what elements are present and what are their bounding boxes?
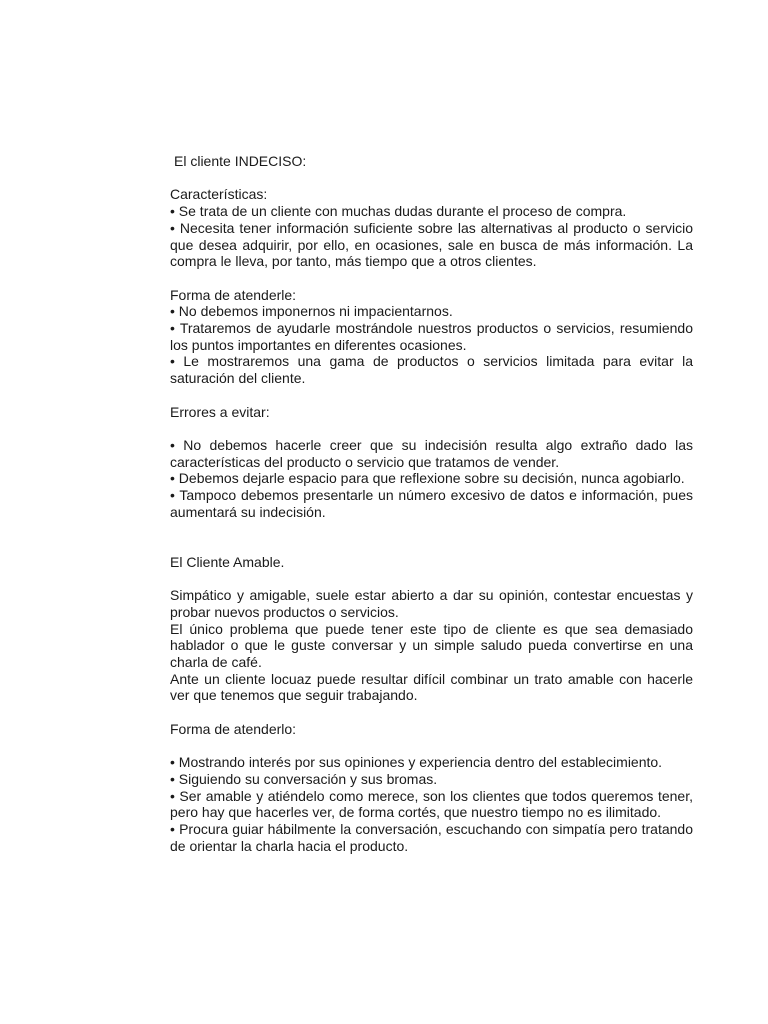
bullet-item: • Ser amable y atiéndelo como merece, son los clientes que todos queremos tener, pero hay que hacerles ver, de forma cortés, que nuestro tiempo no es ilimitado.: [170, 787, 693, 821]
bullet-item: • Mostrando interés por sus opiniones y experiencia dentro del establecimiento.: [170, 754, 663, 771]
spacer: [170, 571, 693, 588]
paragraph: Simpático y amigable, suele estar abierto a dar su opinión, contestar encuestas y probar nuevos productos o servicios.: [170, 587, 693, 620]
bullet-item: • Trataremos de ayudarle mostrándole nuestros productos o servicios, resumiendo los puntos importantes en diferentes ocasiones.: [170, 320, 693, 353]
bullet-item: • No debemos imponernos ni impacientarnos.: [170, 303, 453, 320]
bullet-item: • Tampoco debemos presentarle un número excesivo de datos e información, pues aumentará su indecisión.: [170, 487, 693, 520]
spacer: [170, 420, 693, 437]
section-title-amable: El Cliente Amable.: [170, 553, 285, 570]
bullet-item: • Se trata de un cliente con muchas dudas durante el proceso de compra.: [170, 203, 627, 220]
spacer: [170, 520, 693, 553]
spacer: [170, 170, 693, 187]
paragraph: El único problema que puede tener este tipo de cliente es que sea demasiado hablador o que le guste conversar y un simple saludo pueda convertirse en una charla de café.: [170, 620, 693, 670]
bullet-item: • No debemos hacerle creer que su indecisión resulta algo extraño dado las características del producto o servicio que tratamos de vender.: [170, 436, 693, 470]
bullet-item: • Siguiendo su conversación y sus bromas.: [170, 770, 438, 787]
spacer: [170, 738, 693, 755]
spacer: [170, 704, 693, 721]
section-title-indeciso: El cliente INDECISO:: [174, 153, 307, 169]
paragraph: Ante un cliente locuaz puede resultar difícil combinar un trato amable con hacerle ver que tenemos que seguir trabajando.: [170, 670, 693, 704]
heading-caracteristicas: Características:: [170, 186, 268, 203]
heading-errores-evitar: Errores a evitar:: [170, 403, 270, 420]
document-page: [170, 153, 693, 854]
spacer: [170, 270, 693, 287]
bullet-item: • Debemos dejarle espacio para que reflexione sobre su decisión, nunca agobiarlo.: [170, 470, 685, 487]
heading-forma-atenderle: Forma de atenderle:: [170, 286, 297, 303]
heading-forma-atenderlo: Forma de atenderlo:: [170, 720, 297, 737]
bullet-item: • Le mostraremos una gama de productos o servicios limitada para evitar la saturación del cliente.: [170, 353, 693, 387]
bullet-item: • Procura guiar hábilmente la conversación, escuchando con simpatía pero tratando de orientar la charla hacia el producto.: [170, 821, 693, 854]
spacer: [170, 387, 693, 404]
bullet-item: • Necesita tener información suficiente sobre las alternativas al producto o servicio que desea adquirir, por ello, en ocasiones, sale en busca de más información. La compra le lleva, por tanto, más tiempo que a otros clientes.: [170, 219, 693, 270]
